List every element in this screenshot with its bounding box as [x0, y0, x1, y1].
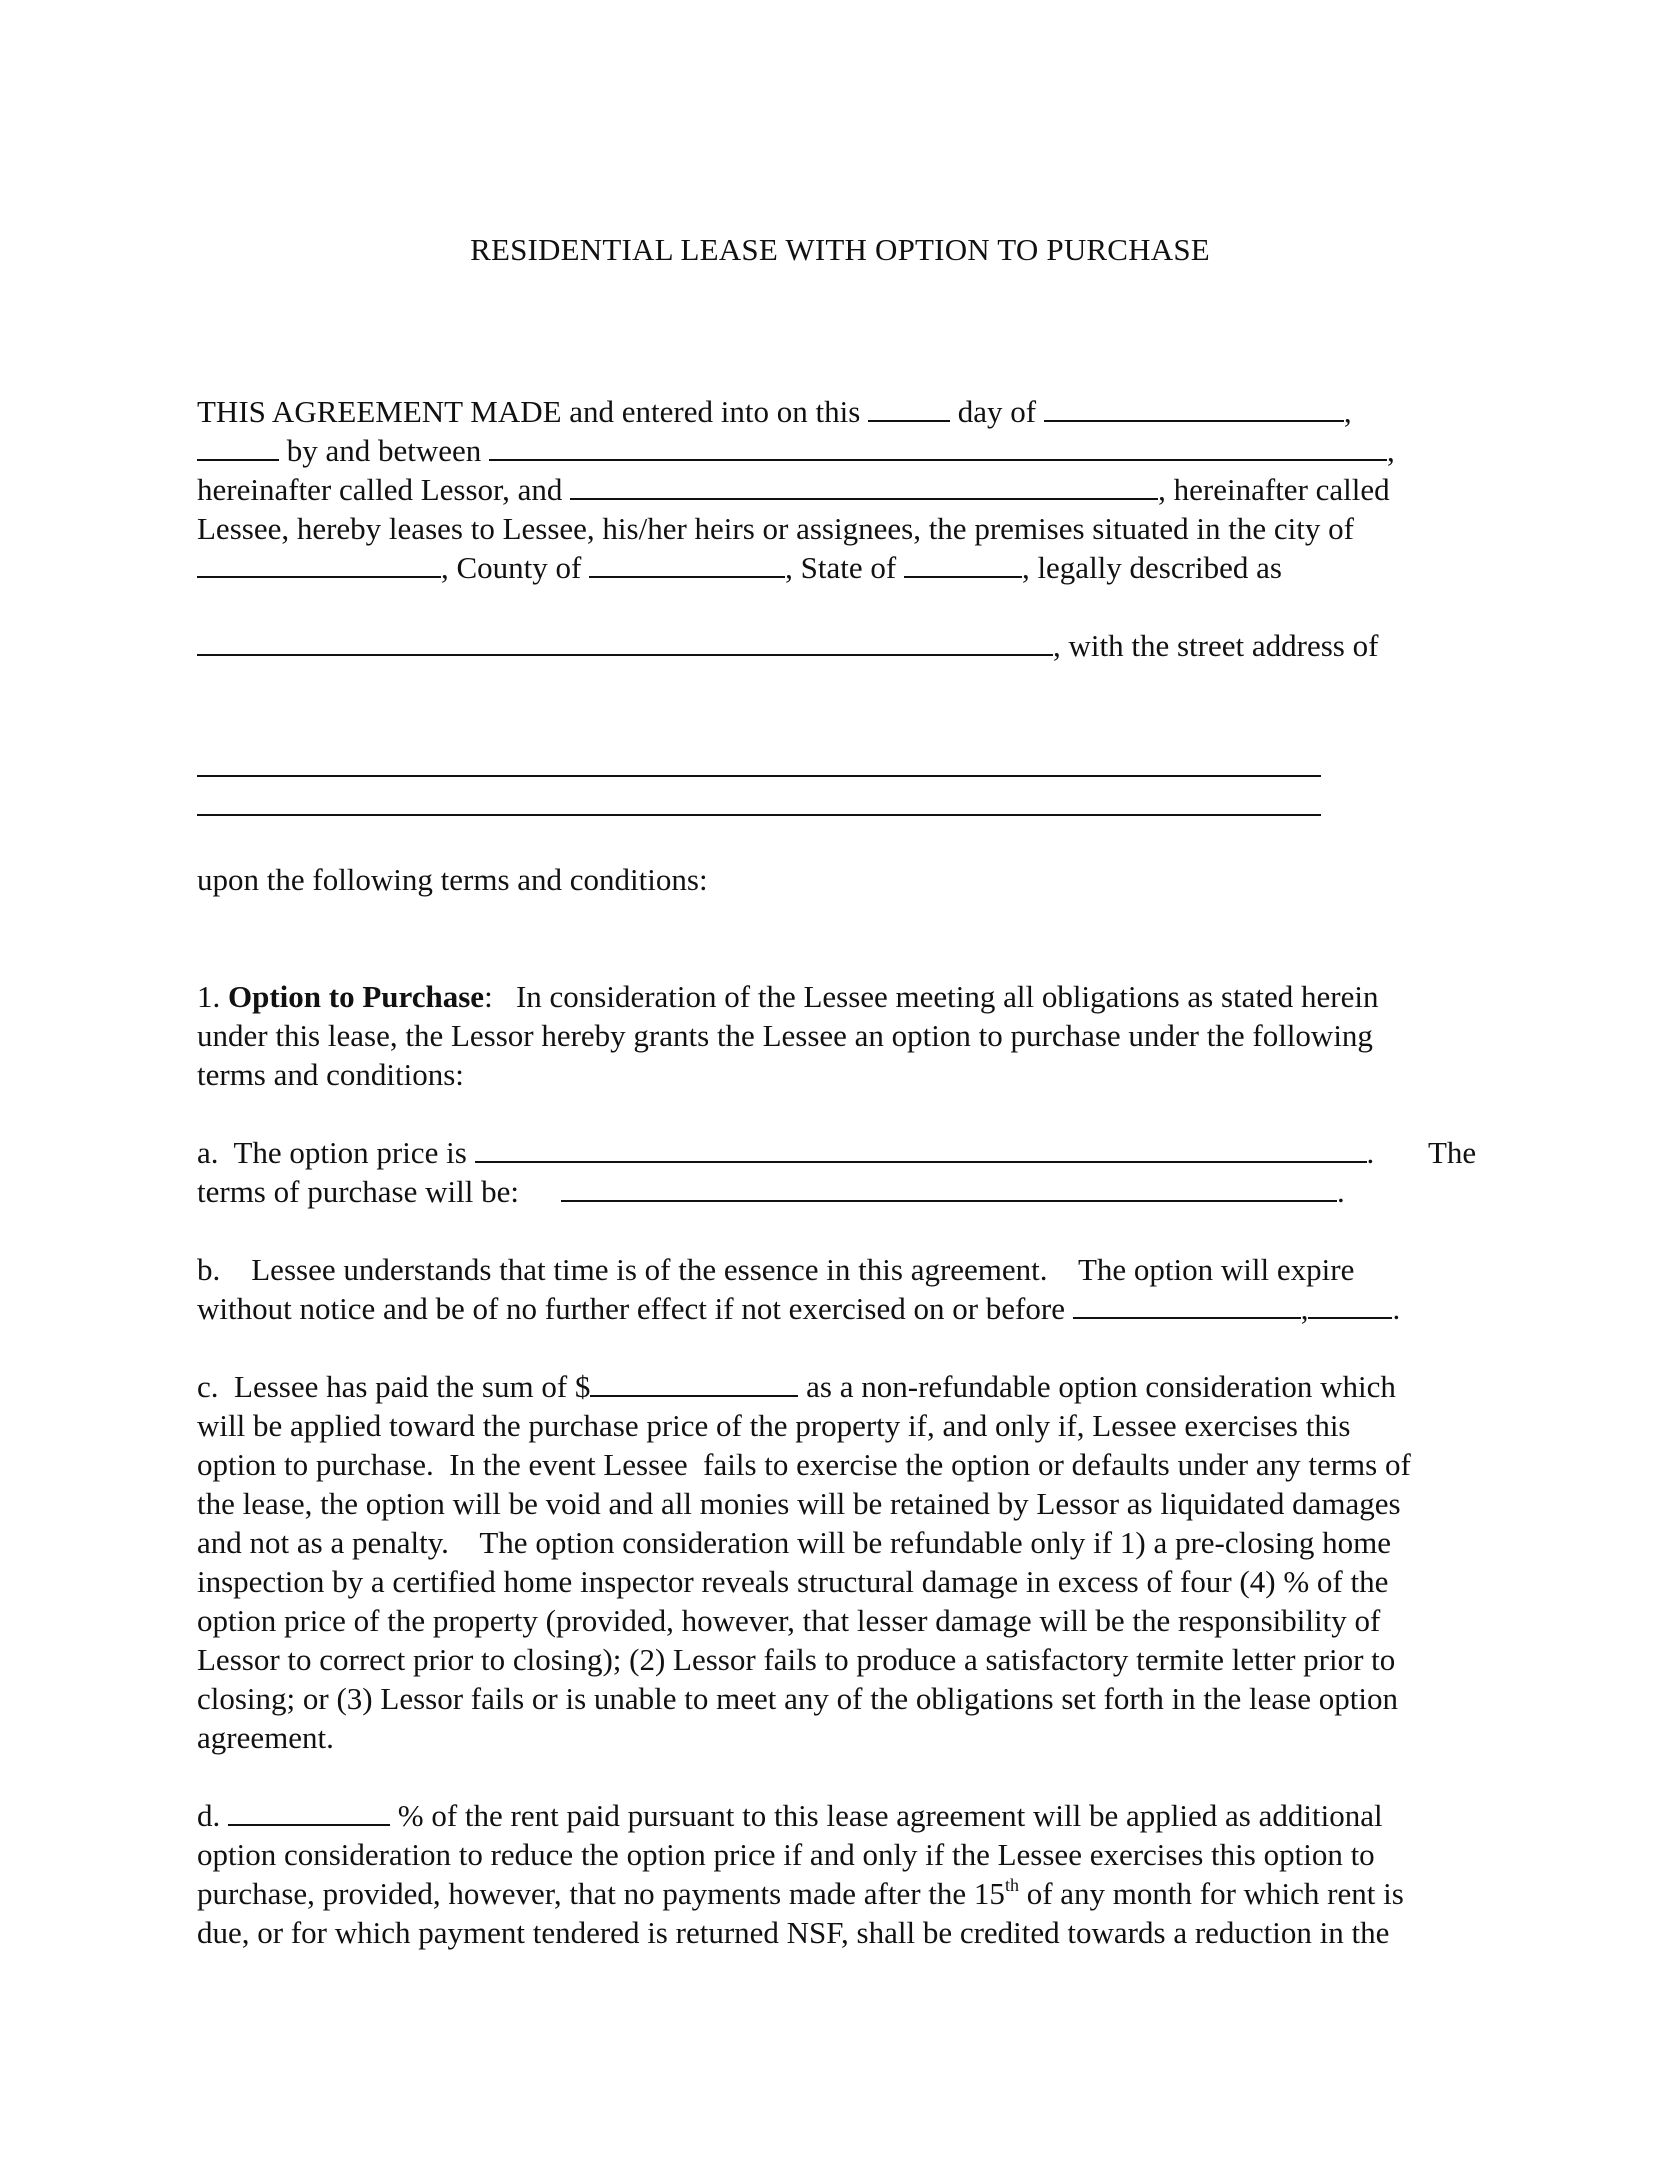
item-c-line-4: the lease, the option will be void and all monies will be retained by Lessor as liquidated damages	[197, 1486, 1401, 1521]
terms-of-purchase-blank[interactable]	[561, 1174, 1337, 1202]
month-blank[interactable]	[1044, 394, 1344, 422]
intro-text: ,	[1343, 394, 1352, 429]
state-blank[interactable]	[904, 550, 1022, 578]
section-heading: Option to Purchase	[228, 979, 485, 1014]
county-blank[interactable]	[589, 550, 785, 578]
intro-text: , State of	[785, 550, 904, 585]
item-d-line-4: due, or for which payment tendered is returned NSF, shall be credited towards a reduction in the	[197, 1915, 1390, 1950]
item-b-text: ,	[1300, 1291, 1309, 1326]
item-a-text: a. The option price is	[197, 1135, 475, 1170]
item-d-text: d.	[197, 1798, 228, 1833]
intro-line-6	[197, 626, 1378, 665]
section-text: :	[484, 979, 493, 1014]
intro-text: hereinafter called Lessor, and	[197, 472, 571, 507]
intro-text: , with the street address of	[1053, 628, 1379, 663]
item-c-line-2: will be applied toward the purchase price of the property if, and only if, Lessee exercises this	[197, 1408, 1351, 1443]
intro-line-3	[197, 470, 1390, 509]
section-1-line-1	[197, 977, 1379, 1016]
item-a-line-1	[197, 1133, 1374, 1172]
item-c-line-9: closing; or (3) Lessor fails or is unable to meet any of the obligations set forth in the lease option	[197, 1681, 1398, 1716]
item-b-line-2	[197, 1289, 1400, 1328]
item-c-text: as a non-refundable option consideration which	[798, 1369, 1396, 1404]
section-text: In consideration of the Lessee meeting all obligations as stated herein	[492, 979, 1379, 1014]
expiry-date-blank[interactable]	[1073, 1291, 1301, 1319]
item-a-text: .	[1366, 1135, 1375, 1170]
item-c-line-7: option price of the property (provided, however, that lesser damage will be the responsibility of	[197, 1603, 1381, 1638]
option-consideration-blank[interactable]	[590, 1369, 798, 1397]
intro-text: , County of	[441, 550, 590, 585]
intro-text: THIS AGREEMENT MADE and entered into on this	[197, 394, 869, 429]
item-d-line-3	[197, 1874, 1404, 1913]
city-blank[interactable]	[197, 550, 441, 578]
item-c-line-8: Lessor to correct prior to closing); (2) Lessor fails to produce a satisfactory termite letter prior to	[197, 1642, 1396, 1677]
option-price-blank[interactable]	[475, 1135, 1367, 1163]
intro-line-4: Lessee, hereby leases to Lessee, his/her heirs or assignees, the premises situated in the city of	[197, 511, 1354, 546]
item-d-line-1	[197, 1796, 1383, 1835]
item-d-text: purchase, provided, however, that no payments made after the 15	[197, 1876, 1005, 1911]
item-c-line-10: agreement.	[197, 1720, 334, 1755]
intro-line-5	[197, 548, 1282, 587]
intro-line-7: upon the following terms and conditions:	[197, 862, 708, 897]
item-b-text: without notice and be of no further effect if not exercised on or before	[197, 1291, 1073, 1326]
intro-line-2	[197, 431, 1395, 470]
expiry-year-blank[interactable]	[1308, 1291, 1392, 1319]
intro-text: day of	[950, 394, 1044, 429]
item-a-text: terms of purchase will be:	[197, 1174, 519, 1209]
item-a-line-2	[197, 1172, 1345, 1211]
item-c-line-5: and not as a penalty. The option consideration will be refundable only if 1) a pre-closing home	[197, 1525, 1392, 1560]
section-1-line-2: under this lease, the Lessor hereby grants the Lessee an option to purchase under the following	[197, 1018, 1373, 1053]
year-blank[interactable]	[197, 433, 279, 461]
intro-text: by and between	[279, 433, 490, 468]
section-number: 1.	[197, 979, 228, 1014]
item-c-line-3: option to purchase. In the event Lessee fails to exercise the option or defaults under any terms of	[197, 1447, 1411, 1482]
lessor-name-blank[interactable]	[489, 433, 1387, 461]
intro-line-1	[197, 392, 1352, 431]
item-c-text: c. Lessee has paid the sum of $	[197, 1369, 591, 1404]
item-b-text: .	[1392, 1291, 1401, 1326]
intro-text: ,	[1387, 433, 1395, 468]
lessee-name-blank[interactable]	[570, 472, 1158, 500]
item-d-line-2: option consideration to reduce the option price if and only if the Lessee exercises this option to	[197, 1837, 1375, 1872]
day-blank[interactable]	[868, 394, 950, 422]
item-a-text: .	[1336, 1174, 1345, 1209]
rent-percent-blank[interactable]	[228, 1798, 390, 1826]
intro-text: , hereinafter called	[1158, 472, 1390, 507]
street-address-blank-2[interactable]	[197, 814, 1321, 816]
item-a-the: The	[1428, 1135, 1477, 1170]
section-1-line-3: terms and conditions:	[197, 1057, 464, 1092]
item-b-line-1: b. Lessee understands that time is of the essence in this agreement. The option will expire	[197, 1252, 1355, 1287]
document-title: RESIDENTIAL LEASE WITH OPTION TO PURCHASE	[470, 232, 1210, 267]
legal-description-blank[interactable]	[197, 628, 1053, 656]
street-address-blank-1[interactable]	[197, 775, 1321, 777]
item-c-line-1	[197, 1367, 1396, 1406]
item-d-text: % of the rent paid pursuant to this lease agreement will be applied as additional	[390, 1798, 1383, 1833]
intro-text: , legally described as	[1021, 550, 1282, 585]
item-c-line-6: inspection by a certified home inspector reveals structural damage in excess of four (4) % of the	[197, 1564, 1389, 1599]
item-d-text: of any month for which rent is	[1018, 1876, 1404, 1911]
ordinal-suffix: th	[1004, 1874, 1019, 1895]
